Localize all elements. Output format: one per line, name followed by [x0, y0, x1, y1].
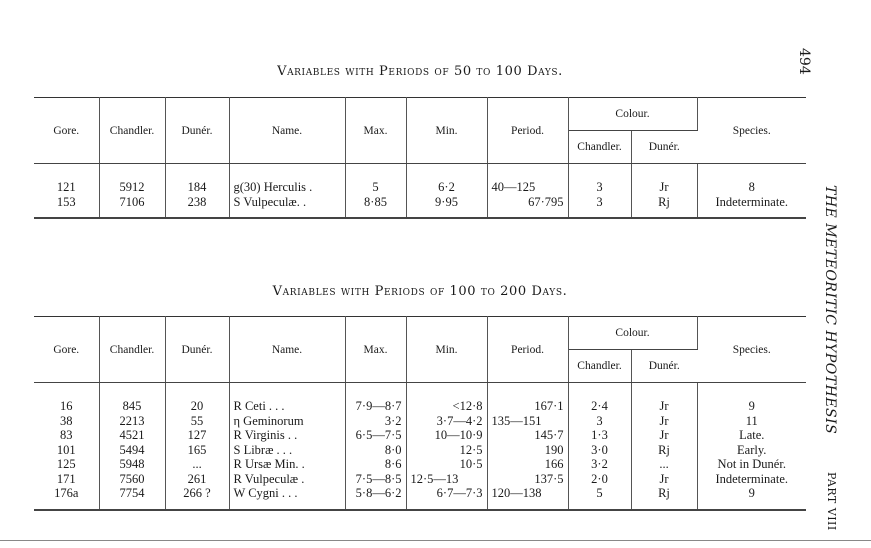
colour-chandler-cell: 3 — [568, 195, 631, 210]
header-species: Species. — [697, 317, 806, 383]
min-cell: 3·7—4·2 — [406, 414, 487, 429]
period-cell: 135—151 — [487, 414, 568, 429]
max-cell: 8·6 — [345, 457, 406, 472]
colour-chandler-cell: 3·0 — [568, 443, 631, 458]
gore-cell: 38 — [34, 414, 99, 429]
max-cell: 8·85 — [345, 195, 406, 210]
page-number: 494 — [796, 48, 812, 75]
max-cell: 3·2 — [345, 414, 406, 429]
min-cell: 6·2 — [406, 180, 487, 195]
gore-cell: 171 — [34, 472, 99, 487]
name-cell: S Vulpeculæ. . — [229, 195, 345, 210]
header-species: Species. — [697, 98, 806, 164]
species-cell: 11 — [745, 413, 758, 428]
max-cell: 6·5—7·5 — [345, 428, 406, 443]
species-cell: Early. — [737, 442, 767, 457]
header-colour: Colour. — [568, 317, 697, 350]
name-cell: R Ursæ Min. . — [229, 457, 345, 472]
table-periods-100-200 — [34, 316, 806, 511]
name-cell: R Vulpeculæ . — [229, 472, 345, 487]
colour-chandler-cell: 3 — [568, 180, 631, 195]
period-cell: 167·1 — [487, 399, 568, 414]
table-2-caption: Variables with Periods of 100 to 200 Days. — [272, 284, 568, 299]
species-cell: Late. — [739, 428, 765, 442]
period-cell: 67·795 — [487, 195, 568, 210]
header-period: Period. — [487, 317, 568, 383]
header-duner: Dunér. — [165, 317, 229, 383]
max-cell: 5 — [345, 180, 406, 195]
colour-chandler-cell: 2·4 — [568, 399, 631, 414]
table-periods-50-100 — [34, 97, 806, 219]
duner-cell: 127 — [165, 428, 229, 443]
table-row — [34, 486, 806, 501]
gore-cell: 176a — [34, 486, 99, 501]
max-cell: 5·8—6·2 — [345, 486, 406, 501]
table-row — [34, 472, 806, 487]
colour-chandler-cell: 1·3 — [568, 428, 631, 443]
header-min: Min. — [406, 98, 487, 164]
min-cell: 12·5 — [406, 443, 487, 458]
table-row — [34, 195, 806, 210]
header-name: Name. — [229, 317, 345, 383]
chandler-cell: 2213 — [99, 414, 165, 429]
gore-cell: 153 — [34, 195, 99, 210]
species-cell: Indeterminate. — [715, 471, 789, 486]
gore-cell: 121 — [34, 180, 99, 195]
duner-cell: 55 — [165, 414, 229, 429]
name-cell: g(30) Herculis . — [229, 180, 345, 195]
duner-cell: 261 — [165, 472, 229, 487]
duner-cell: 266 ? — [165, 486, 229, 501]
header-name: Name. — [229, 98, 345, 164]
min-cell: 9·95 — [406, 195, 487, 210]
period-cell: 137·5 — [487, 472, 568, 487]
page-bottom-rule — [0, 540, 871, 541]
chandler-cell: 5948 — [99, 457, 165, 472]
part-label: PART VIII — [825, 472, 838, 531]
gore-cell: 83 — [34, 428, 99, 443]
species-cell: Indeterminate. — [715, 194, 789, 209]
species-cell: Not in Dunér. — [717, 457, 786, 471]
table-row — [34, 443, 806, 458]
chandler-cell: 845 — [99, 399, 165, 414]
max-cell: 7·5—8·5 — [345, 472, 406, 487]
min-cell: 6·7—7·3 — [406, 486, 487, 501]
period-cell: 120—138 — [487, 486, 568, 501]
species-cell: 9 — [748, 486, 755, 500]
min-cell: 12·5—13 — [406, 472, 487, 487]
min-cell: 10·5 — [406, 457, 487, 472]
table-1-caption: Variables with Periods of 50 to 100 Days. — [277, 64, 563, 79]
colour-duner-cell: Rj — [631, 443, 697, 458]
duner-cell: 184 — [165, 180, 229, 195]
table-row — [34, 414, 806, 429]
duner-cell: 238 — [165, 195, 229, 210]
colour-duner-cell: Jr — [631, 472, 697, 487]
header-chandler: Chandler. — [99, 98, 165, 164]
colour-duner-cell: Rj — [631, 486, 697, 501]
gore-cell: 101 — [34, 443, 99, 458]
period-cell: 166 — [487, 457, 568, 472]
min-cell: 10—10·9 — [406, 428, 487, 443]
duner-cell: 20 — [165, 399, 229, 414]
colour-chandler-cell: 3 — [568, 414, 631, 429]
table-row — [34, 428, 806, 443]
header-period: Period. — [487, 98, 568, 164]
colour-duner-cell: ... — [631, 457, 697, 472]
period-cell: 145·7 — [487, 428, 568, 443]
name-cell: S Libræ . . . — [229, 443, 345, 458]
min-cell: <12·8 — [406, 399, 487, 414]
colour-duner-cell: Jr — [631, 414, 697, 429]
header-max: Max. — [345, 317, 406, 383]
period-cell: 190 — [487, 443, 568, 458]
header-duner: Dunér. — [165, 98, 229, 164]
colour-duner-cell: Jr — [631, 399, 697, 414]
colour-duner-cell: Rj — [631, 195, 697, 210]
colour-duner-cell: Jr — [631, 180, 697, 195]
table-row — [34, 399, 806, 414]
gore-cell: 16 — [34, 399, 99, 414]
colour-chandler-cell: 3·2 — [568, 457, 631, 472]
header-max: Max. — [345, 98, 406, 164]
name-cell: R Virginis . . — [229, 428, 345, 443]
name-cell: W Cygni . . . — [229, 486, 345, 501]
chandler-cell: 7106 — [99, 195, 165, 210]
chandler-cell: 7560 — [99, 472, 165, 487]
colour-chandler-cell: 5 — [568, 486, 631, 501]
header-min: Min. — [406, 317, 487, 383]
header-colour-chandler: Chandler. — [568, 350, 631, 383]
chandler-cell: 7754 — [99, 486, 165, 501]
table-row — [34, 457, 806, 472]
header-colour-chandler: Chandler. — [568, 131, 631, 164]
header-gore: Gore. — [34, 317, 99, 383]
colour-duner-cell: Jr — [631, 428, 697, 443]
header-colour-duner: Dunér. — [631, 350, 697, 383]
colour-chandler-cell: 2·0 — [568, 472, 631, 487]
duner-cell: ... — [165, 457, 229, 472]
max-cell: 8·0 — [345, 443, 406, 458]
header-gore: Gore. — [34, 98, 99, 164]
table-row — [34, 180, 806, 195]
gore-cell: 125 — [34, 457, 99, 472]
chandler-cell: 5494 — [99, 443, 165, 458]
name-cell: R Ceti . . . — [229, 399, 345, 414]
header-colour-duner: Dunér. — [631, 131, 697, 164]
header-chandler: Chandler. — [99, 317, 165, 383]
duner-cell: 165 — [165, 443, 229, 458]
species-cell: 8 — [748, 180, 755, 194]
name-cell: η Geminorum — [229, 414, 345, 429]
species-cell: 9 — [748, 399, 755, 413]
header-colour: Colour. — [568, 98, 697, 131]
running-title: THE METEORITIC HYPOTHESIS — [822, 185, 838, 435]
chandler-cell: 5912 — [99, 180, 165, 195]
period-cell: 40—125 — [487, 180, 568, 195]
chandler-cell: 4521 — [99, 428, 165, 443]
max-cell: 7·9—8·7 — [345, 399, 406, 414]
